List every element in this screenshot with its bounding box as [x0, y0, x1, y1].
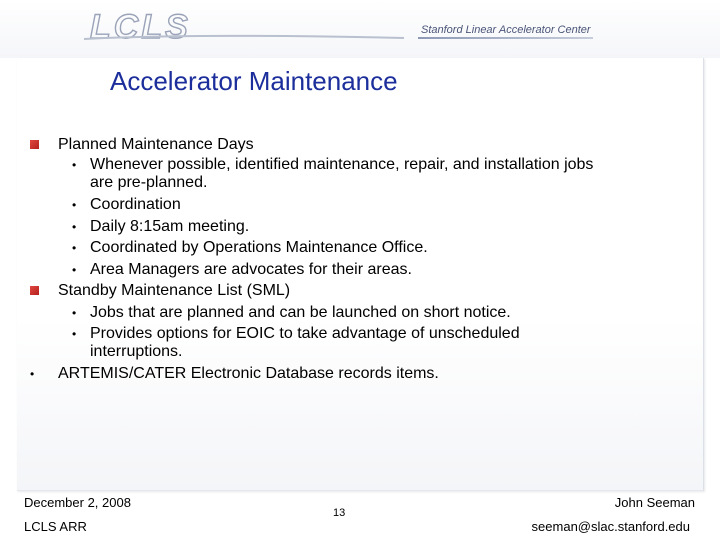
sub-bullet-dot-icon: •: [72, 327, 77, 341]
sub-bullet-item: Provides options for EOIC to take advantage of unscheduled: [90, 325, 520, 342]
sub-bullet-dot-icon: •: [72, 306, 77, 320]
sub-bullet-item: Coordination: [90, 196, 181, 213]
sub-bullet-dot-icon: •: [72, 158, 77, 172]
logo-swoosh: [84, 33, 404, 43]
sub-bullet-item: Whenever possible, identified maintenance, repair, and installation jobs: [90, 156, 594, 173]
slide-title: Accelerator Maintenance: [110, 66, 398, 96]
institution-underline: [418, 37, 593, 39]
bullet-item: Planned Maintenance Days: [58, 136, 254, 153]
sub-bullet-dot-icon: •: [72, 220, 77, 234]
institution-name: Stanford Linear Accelerator Center: [421, 24, 591, 36]
sub-bullet-item: Daily 8:15am meeting.: [90, 218, 250, 235]
bullet-square-icon: [30, 140, 39, 149]
page-number: 13: [333, 507, 346, 519]
sub-bullet-item-continued: are pre-planned.: [90, 174, 208, 191]
lcls-logo-text: LCLS: [90, 8, 191, 46]
footer-author: John Seeman: [614, 495, 695, 510]
footer-email: seeman@slac.stanford.edu: [531, 519, 690, 534]
bullet-square-icon: [30, 286, 39, 295]
sub-bullet-item-continued: interruptions.: [90, 343, 183, 360]
bullet-dot-icon: •: [30, 367, 35, 381]
sub-bullet-item: Jobs that are planned and can be launched on short notice.: [90, 304, 511, 321]
sub-bullet-dot-icon: •: [72, 198, 77, 212]
footer-event: LCLS ARR: [24, 519, 87, 534]
bullet-item: ARTEMIS/CATER Electronic Database records items.: [58, 365, 439, 382]
sub-bullet-item: Coordinated by Operations Maintenance Office.: [90, 239, 428, 256]
sub-bullet-dot-icon: •: [72, 263, 77, 277]
bullet-item: Standby Maintenance List (SML): [58, 282, 291, 299]
sub-bullet-item: Area Managers are advocates for their areas.: [90, 261, 412, 278]
sub-bullet-dot-icon: •: [72, 241, 77, 255]
footer-date: December 2, 2008: [24, 495, 131, 510]
